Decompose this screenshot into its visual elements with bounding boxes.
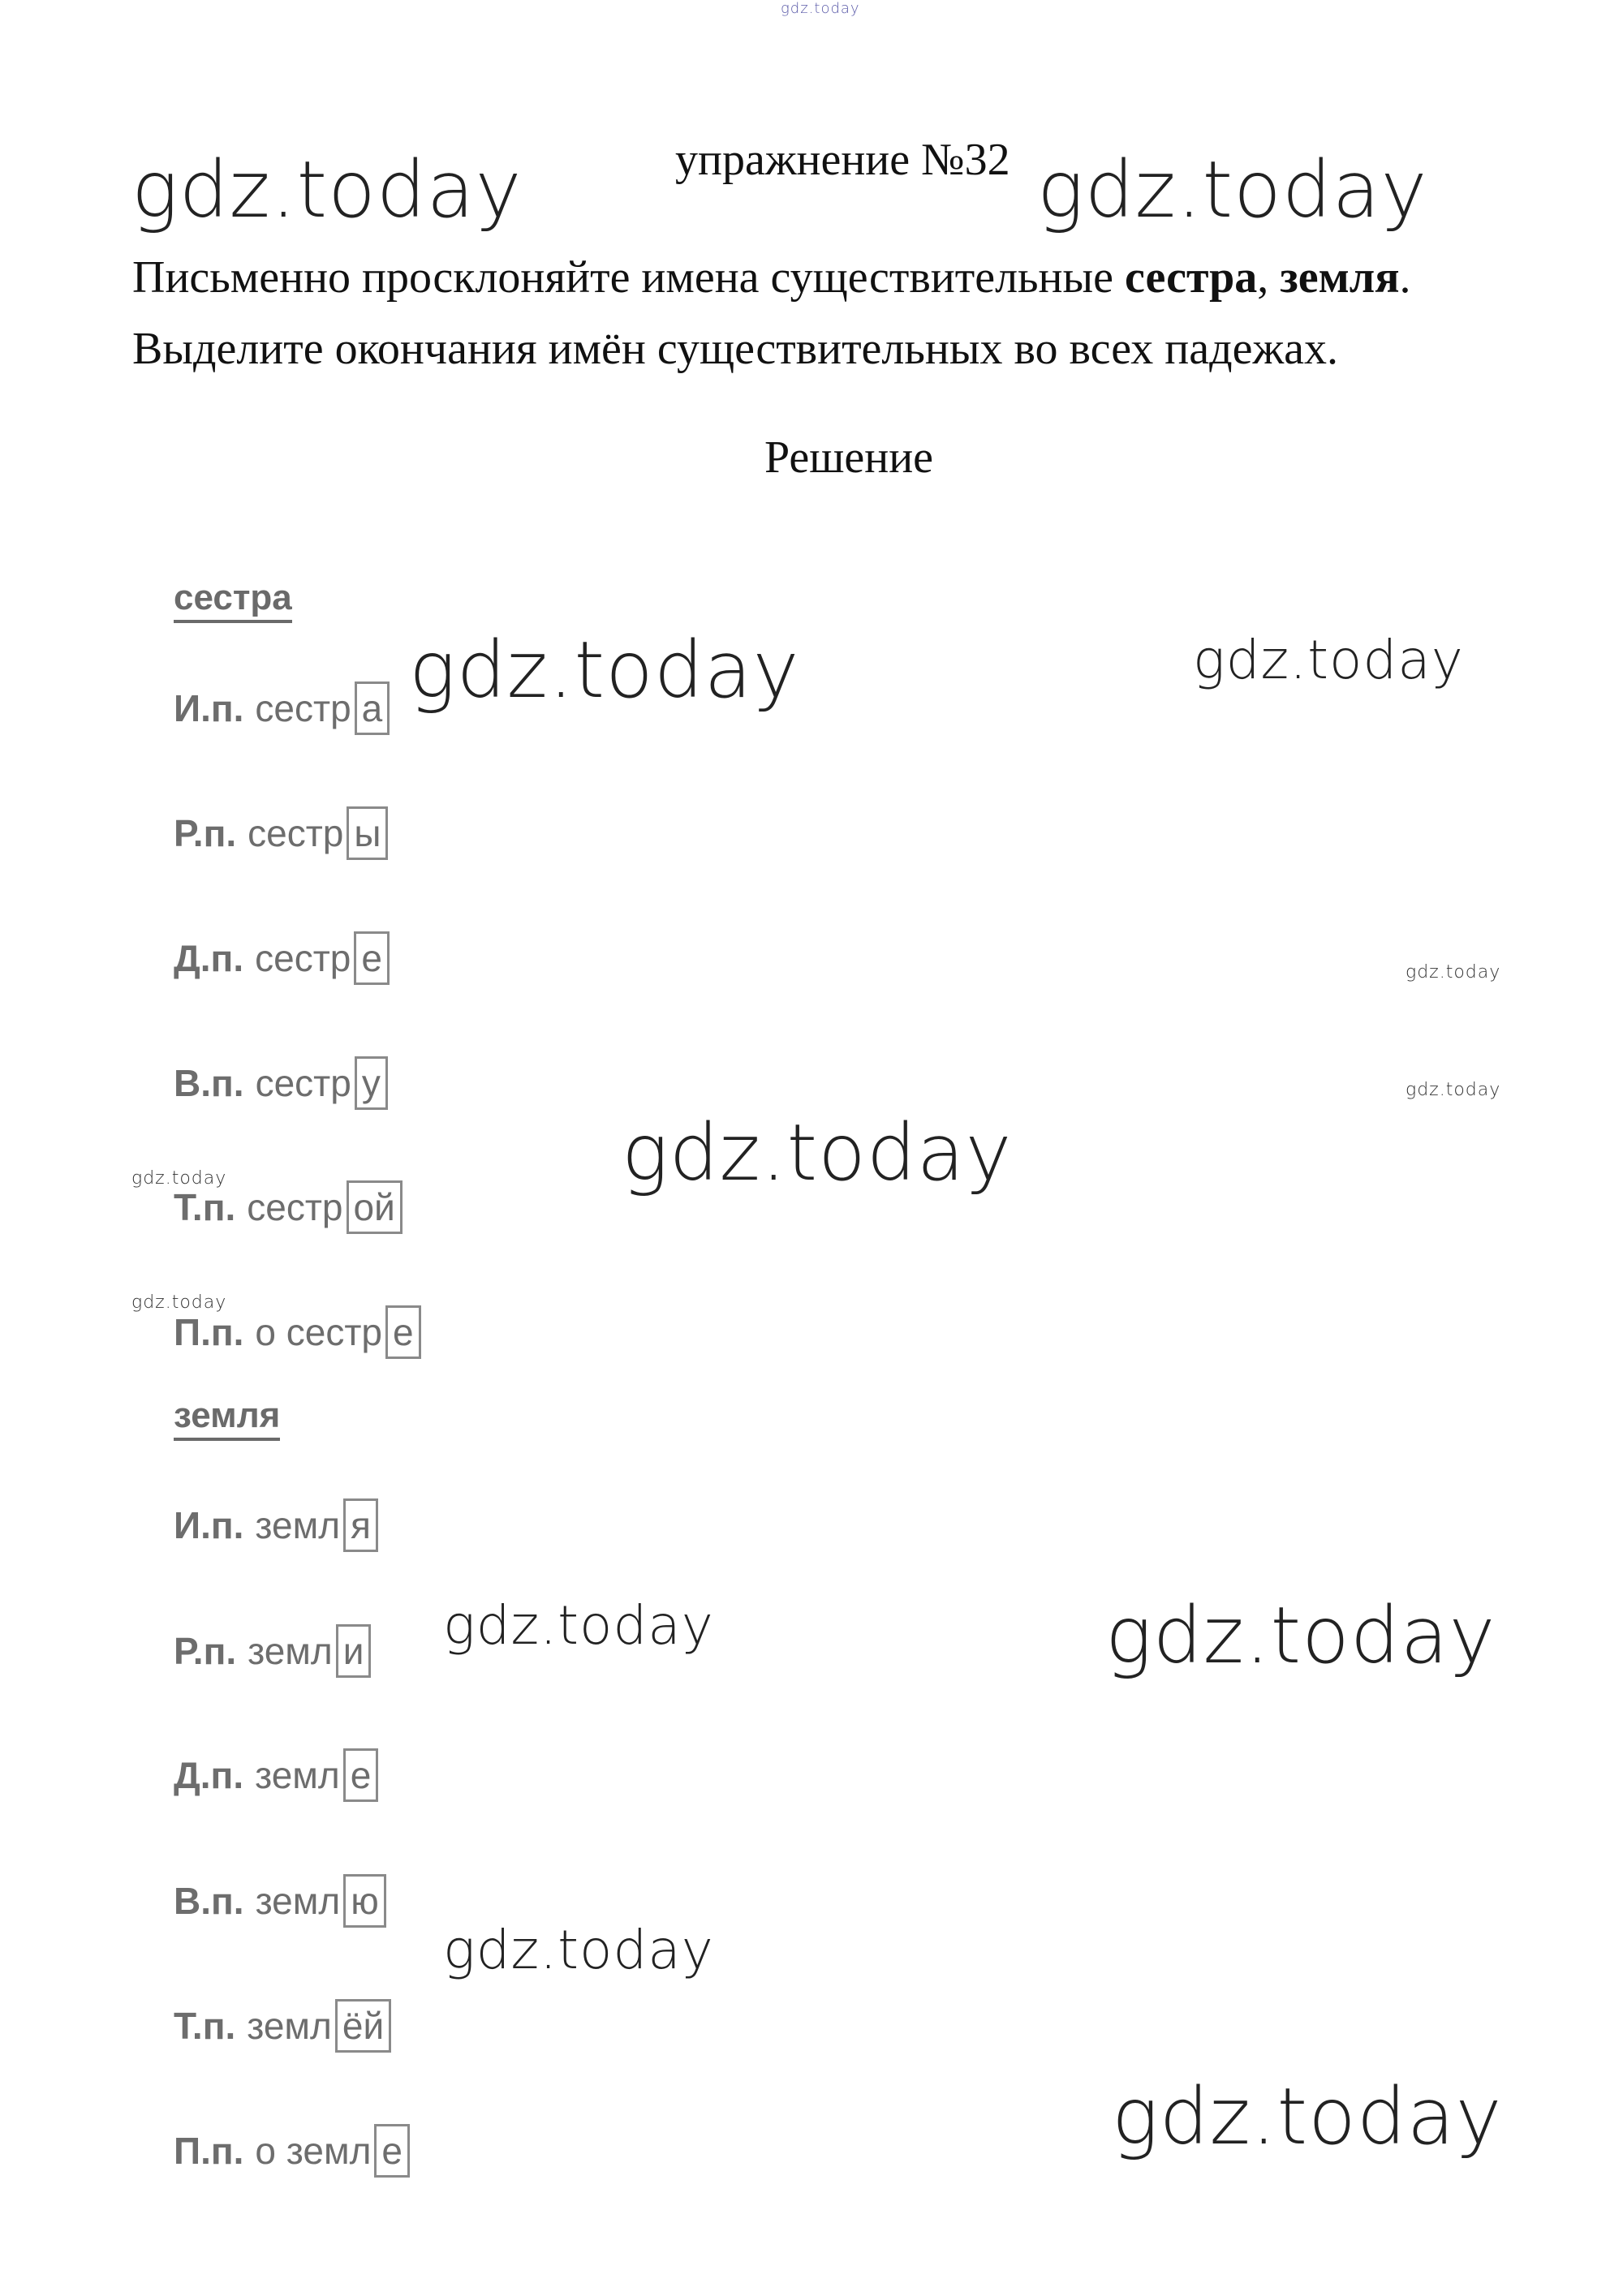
watermark: gdz.today xyxy=(131,1168,227,1189)
case-abbr: Р.п. xyxy=(174,812,237,854)
watermark-top: gdz.today xyxy=(781,0,860,17)
case-row xyxy=(174,930,390,987)
task-part2: . xyxy=(1399,252,1411,303)
watermark: gdz.today xyxy=(1037,144,1428,235)
case-abbr: В.п. xyxy=(174,1880,244,1922)
watermark: gdz.today xyxy=(409,625,800,716)
case-abbr: Д.п. xyxy=(174,1754,244,1796)
case-abbr: И.п. xyxy=(174,687,244,729)
case-stem: земл xyxy=(255,1880,341,1922)
case-row xyxy=(174,1872,386,1929)
case-stem: земл xyxy=(247,2005,332,2047)
case-abbr: Р.п. xyxy=(174,1630,237,1672)
task-line2: Выделите окончания имён существительных во всех падежах. xyxy=(132,324,1339,374)
case-ending-box: ёй xyxy=(335,1999,391,2053)
watermark: gdz.today xyxy=(131,1292,227,1313)
case-stem: земл xyxy=(255,1504,341,1546)
case-ending-box: ы xyxy=(347,806,388,860)
watermark: gdz.today xyxy=(1193,629,1464,691)
case-row xyxy=(174,1623,371,1679)
case-ending-box: ой xyxy=(347,1180,403,1234)
case-row xyxy=(174,2122,410,2179)
case-stem: сестр xyxy=(255,687,351,729)
case-stem: земл xyxy=(248,1630,333,1672)
case-stem: о земл xyxy=(255,2130,372,2172)
case-row xyxy=(174,1747,378,1804)
declension-word-title: сестра xyxy=(174,578,292,623)
case-stem: о сестр xyxy=(255,1311,383,1353)
task-text xyxy=(132,242,1544,385)
task-part1: Письменно просклоняйте имена существительные xyxy=(132,252,1126,303)
case-abbr: И.п. xyxy=(174,1504,244,1546)
case-ending-box: е xyxy=(354,931,390,985)
watermark: gdz.today xyxy=(1112,2071,1503,2162)
case-abbr: Д.п. xyxy=(174,937,244,979)
case-abbr: В.п. xyxy=(174,1062,244,1104)
task-word1: сестра xyxy=(1125,252,1258,303)
case-ending-box: у xyxy=(355,1056,388,1110)
case-abbr: П.п. xyxy=(174,2130,244,2172)
case-ending-box: е xyxy=(385,1305,421,1359)
watermark: gdz.today xyxy=(131,144,523,235)
case-stem: сестр xyxy=(247,1186,343,1228)
declension-word-title: земля xyxy=(174,1395,280,1441)
case-row xyxy=(174,1304,421,1361)
case-stem: сестр xyxy=(255,1062,351,1104)
case-stem: сестр xyxy=(255,937,351,979)
case-abbr: Т.п. xyxy=(174,2005,236,2047)
watermark: gdz.today xyxy=(443,1594,714,1657)
case-ending-box: а xyxy=(355,681,390,735)
case-row xyxy=(174,1179,403,1236)
case-ending-box: е xyxy=(343,1748,379,1802)
watermark: gdz.today xyxy=(443,1919,714,1981)
case-stem: земл xyxy=(255,1754,340,1796)
case-abbr: Т.п. xyxy=(174,1186,236,1228)
task-word2: земля xyxy=(1280,252,1400,303)
watermark: gdz.today xyxy=(1406,1080,1501,1100)
case-stem: сестр xyxy=(248,812,344,854)
case-ending-box: ю xyxy=(343,1874,386,1928)
case-row xyxy=(174,1497,378,1554)
exercise-heading: упражнение №32 xyxy=(675,135,1010,185)
watermark: gdz.today xyxy=(1406,962,1501,982)
case-abbr: П.п. xyxy=(174,1311,244,1353)
case-row xyxy=(174,1997,391,2054)
task-sep: , xyxy=(1257,252,1281,303)
case-row xyxy=(174,805,388,862)
case-row xyxy=(174,1055,388,1111)
case-row xyxy=(174,680,390,737)
case-ending-box: я xyxy=(343,1498,378,1552)
watermark: gdz.today xyxy=(1105,1590,1496,1681)
case-ending-box: е xyxy=(374,2124,410,2178)
solution-label: Решение xyxy=(764,432,934,483)
case-ending-box: и xyxy=(336,1624,372,1678)
watermark: gdz.today xyxy=(622,1107,1013,1198)
